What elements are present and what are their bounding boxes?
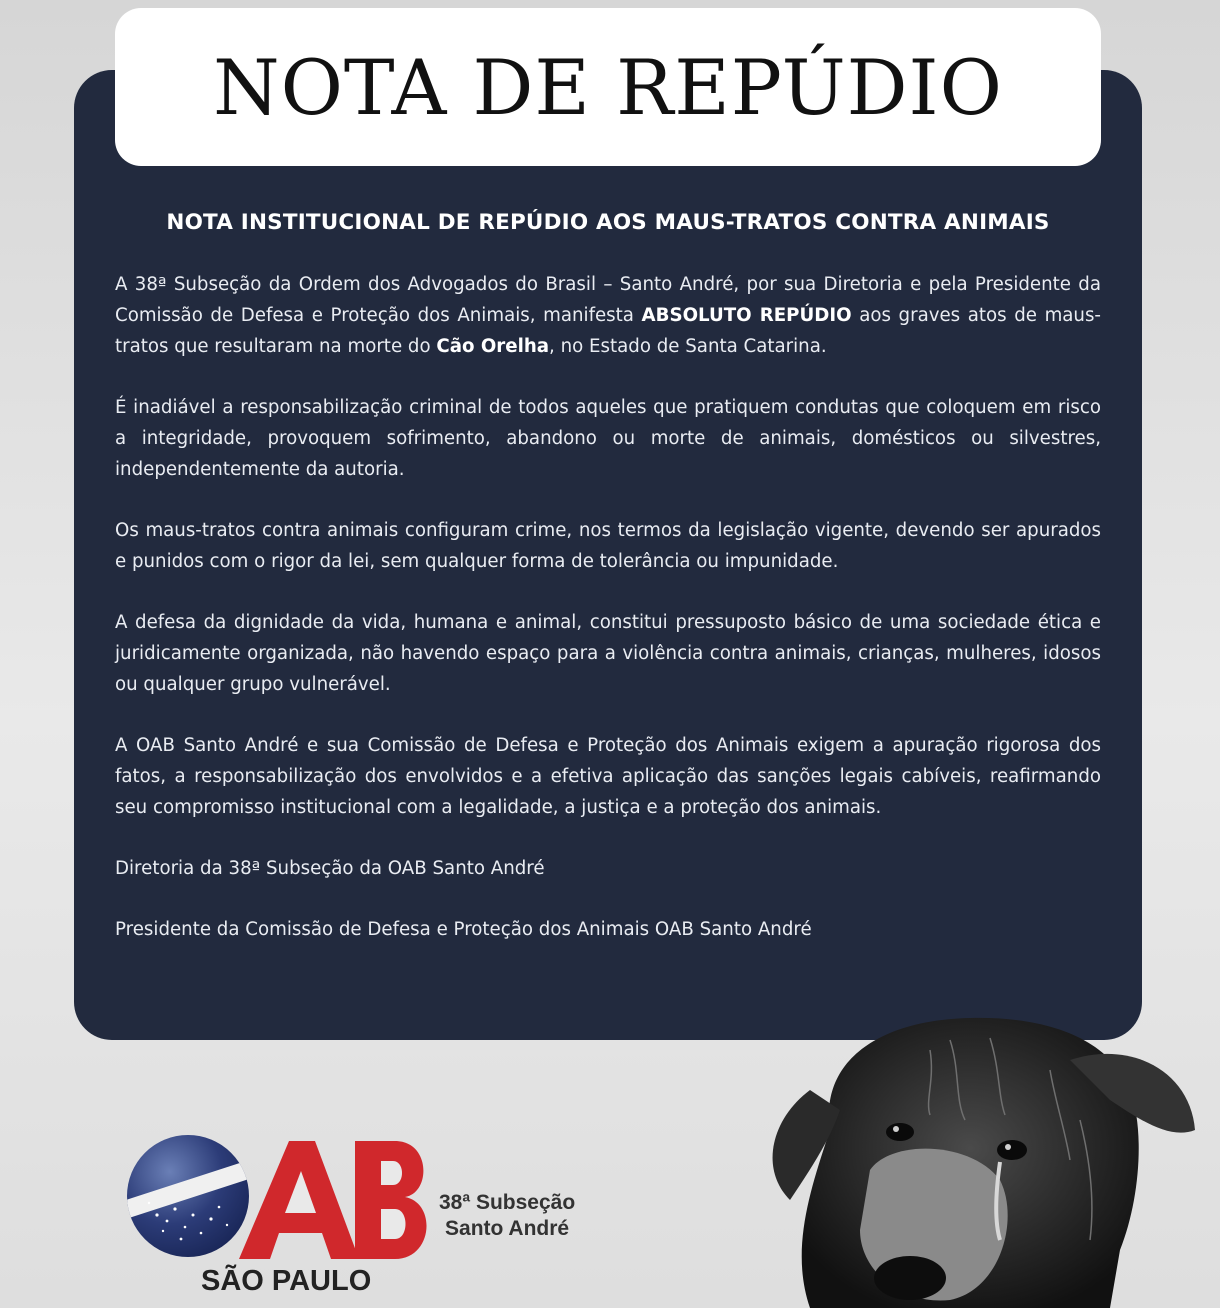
oab-letters (235, 1135, 435, 1265)
dog-name: Cão Orelha (436, 336, 550, 357)
subsection-line-1: 38ª Subseção (439, 1191, 576, 1214)
subsection-line-2: Santo André (445, 1217, 570, 1240)
subsection-label (439, 1190, 575, 1242)
note-content (115, 210, 1101, 975)
paragraph-5: A OAB Santo André e sua Comissão de Defesa e Proteção dos Animais exigem a apuração rigorosa dos fatos, a responsabilização dos envolvidos e a efetiva aplicação das sanções legais cabíveis, reafirmando seu compromisso institucional com a legalidade, a justiça e a proteção dos animais. (115, 735, 1101, 818)
page-title: NOTA DE REPÚDIO (213, 42, 1003, 132)
paragraph-1-a: A 38ª Subseção da Ordem dos Advogados do Brasil – Santo André, por sua Diretoria e pela Presidente da Comissão de Defesa e Proteção dos Animais, manifesta (115, 274, 1101, 326)
note-subtitle: NOTA INSTITUCIONAL DE REPÚDIO AOS MAUS-TRATOS CONTRA ANIMAIS (166, 210, 1050, 235)
paragraph-4: A defesa da dignidade da vida, humana e animal, constitui pressuposto básico de uma sociedade ética e juridicamente organizada, não havendo espaço para a violência contra animais, crianças, mulheres, idosos ou qualquer grupo vulnerável. (115, 612, 1101, 695)
paragraph-2: É inadiável a responsabilização criminal de todos aqueles que pratiquem condutas que coloquem em risco a integridade, provoquem sofrimento, abandono ou morte de animais, domésticos ou silvestres, independentemente da autoria. (115, 397, 1101, 480)
title-box (115, 8, 1101, 166)
paragraph-1-c: aos graves atos de maus-tratos que resultaram na morte do (115, 305, 1101, 357)
signature-president: Presidente da Comissão de Defesa e Proteção dos Animais OAB Santo André (115, 919, 812, 940)
paragraph-1-emphasis: ABSOLUTO REPÚDIO (641, 305, 852, 326)
paragraph-3: Os maus-tratos contra animais configuram crime, nos termos da legislação vigente, devendo ser apurados e punidos com o rigor da lei, sem qualquer forma de tolerância ou impunidade. (115, 520, 1101, 572)
state-label: SÃO PAULO (201, 1265, 372, 1297)
oab-logo (125, 1135, 605, 1305)
paragraph-1 (115, 269, 1101, 362)
paragraph-1-e: , no Estado de Santa Catarina. (549, 336, 827, 357)
globe-icon (127, 1135, 249, 1257)
dog-illustration (750, 1000, 1220, 1308)
signature-directorate: Diretoria da 38ª Subseção da OAB Santo André (115, 858, 545, 879)
